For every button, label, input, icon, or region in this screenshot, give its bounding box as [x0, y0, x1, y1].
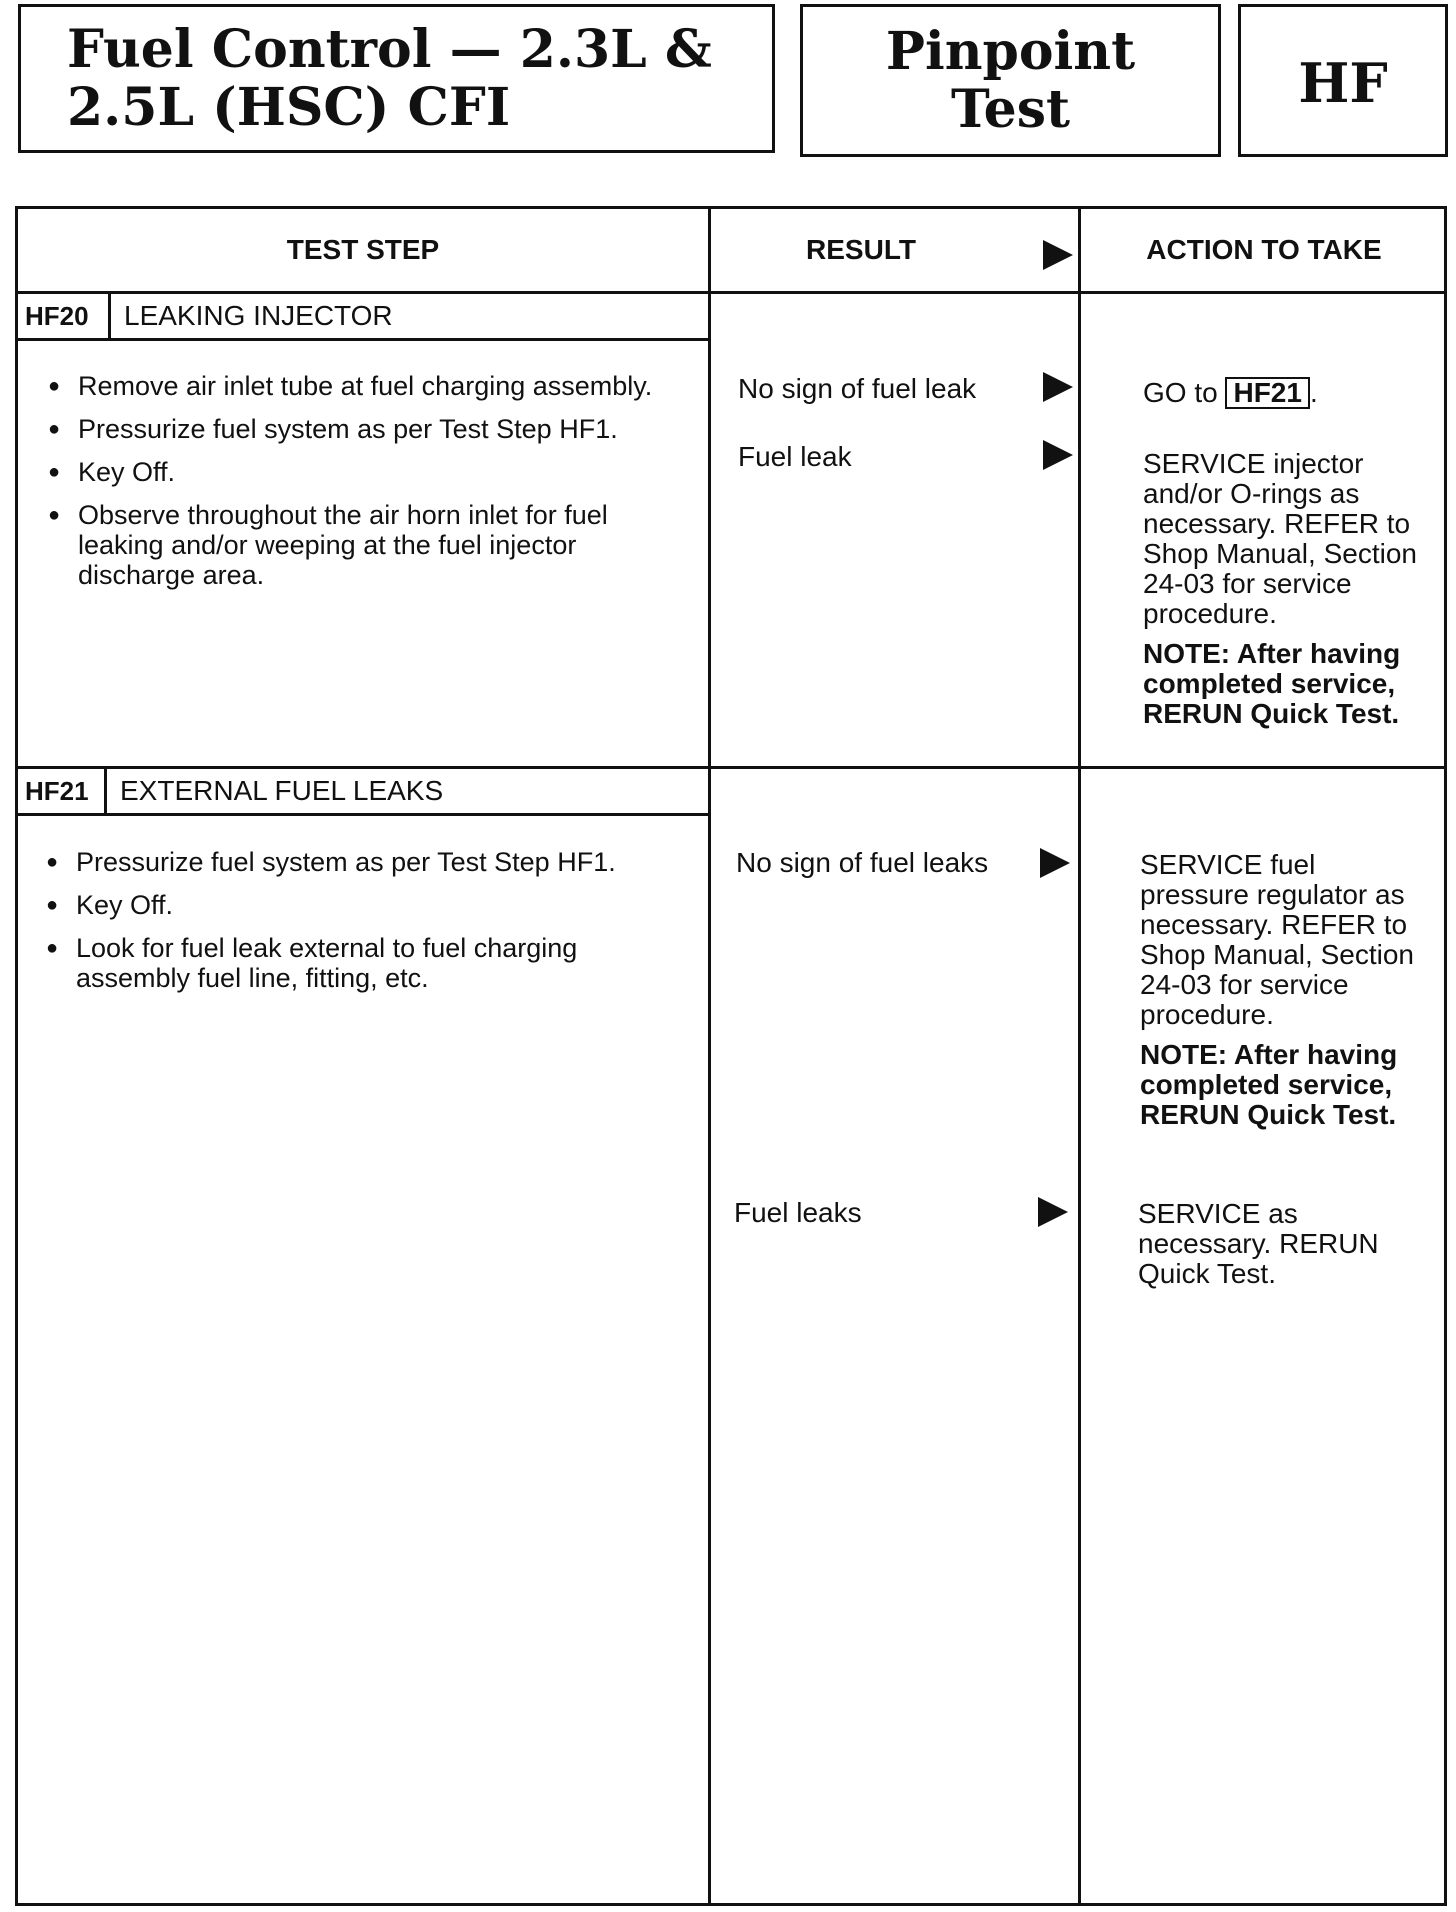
- action-text: [1143, 377, 1433, 409]
- column-divider-2: [1078, 209, 1081, 1903]
- result-arrow-icon: [1043, 372, 1073, 402]
- action-text: [1138, 1199, 1428, 1299]
- action-body: SERVICE as necessary. RERUN Quick Test.: [1138, 1198, 1379, 1289]
- step-id-divider: [108, 294, 111, 338]
- step-reference-hf21[interactable]: HF21: [1225, 377, 1309, 409]
- action-prefix: GO to: [1143, 377, 1218, 408]
- step-title: EXTERNAL FUEL LEAKS: [120, 775, 444, 806]
- result-arrow-icon: [1038, 1197, 1068, 1227]
- page-title-line2: 2.5L (HSC) CFI: [67, 77, 511, 138]
- result-label: No sign of fuel leaks: [736, 847, 989, 878]
- test-type-line1: Pinpoint: [885, 21, 1136, 82]
- result-label: Fuel leaks: [734, 1197, 862, 1228]
- pinpoint-test-table: [15, 206, 1447, 1906]
- step-id-divider: [104, 769, 107, 813]
- result-arrow-icon: [1043, 440, 1073, 470]
- step-title-underline: [18, 338, 708, 341]
- page-title-line1: Fuel Control — 2.3L &: [67, 19, 712, 80]
- result-label: Fuel leak: [738, 441, 852, 472]
- step-hf20-bullets: [48, 371, 698, 603]
- list-item: ● Pressurize fuel system as per Test Step HF1.: [48, 414, 698, 444]
- list-item: ● Pressurize fuel system as per Test Step HF1.: [46, 847, 696, 877]
- step-title: LEAKING INJECTOR: [124, 300, 393, 331]
- test-type-line2: Test: [950, 79, 1071, 140]
- action-note: NOTE: After having completed service, RERUN Quick Test.: [1140, 1039, 1398, 1130]
- column-header-test-step: TEST STEP: [286, 234, 440, 265]
- action-suffix: .: [1309, 377, 1318, 408]
- list-item: ● Remove air inlet tube at fuel charging assembly.: [48, 371, 698, 401]
- result-arrow-icon: [1040, 848, 1070, 878]
- test-type-box: [800, 4, 1221, 157]
- action-text: [1143, 449, 1433, 739]
- list-item: ● Key Off.: [48, 457, 698, 487]
- test-code-box: [1238, 4, 1448, 157]
- action-note: NOTE: After having completed service, RERUN Quick Test.: [1143, 638, 1401, 729]
- action-body: SERVICE injector and/or O-rings as necessary. REFER to Shop Manual, Section 24-03 for service procedure.: [1143, 448, 1417, 629]
- action-body: SERVICE fuel pressure regulator as necessary. REFER to Shop Manual, Section 24-03 for service procedure.: [1140, 849, 1414, 1030]
- list-item: ● Observe throughout the air horn inlet for fuel leaking and/or weeping at the fuel injector discharge area.: [48, 500, 698, 590]
- action-text: [1140, 850, 1430, 1140]
- column-header-action: ACTION TO TAKE: [1146, 234, 1382, 265]
- column-divider-1: [708, 209, 711, 1903]
- page-title-box: [18, 4, 775, 153]
- step-title-underline: [18, 813, 708, 816]
- list-item: ● Key Off.: [46, 890, 696, 920]
- step-header-hf21: [18, 769, 708, 813]
- step-id: HF20: [25, 301, 89, 331]
- test-code: HF: [1298, 51, 1388, 115]
- list-item: ● Look for fuel leak external to fuel charging assembly fuel line, fitting, etc.: [46, 933, 696, 993]
- column-header-result: RESULT: [806, 234, 916, 265]
- step-id: HF21: [25, 776, 89, 806]
- step-header-hf20: [18, 294, 708, 338]
- result-label: No sign of fuel leak: [738, 373, 977, 404]
- step-hf21-bullets: [46, 847, 696, 1006]
- result-arrow-icon: [1043, 240, 1073, 270]
